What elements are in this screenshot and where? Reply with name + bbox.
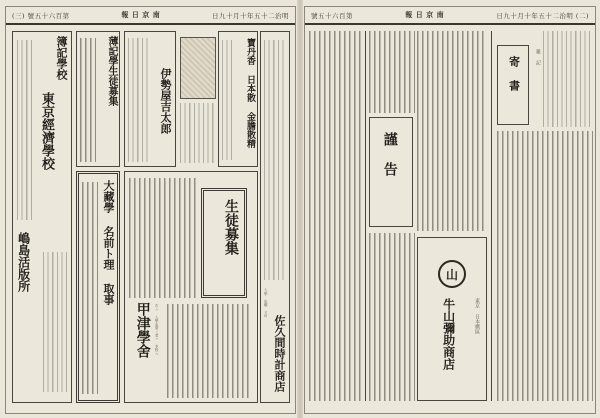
academy-ad-text [80,38,96,162]
column-title: 寄 書 [507,56,521,91]
medicine-ad [218,31,258,167]
column-rule-1 [365,31,366,401]
notice-title: 謹 告 [381,132,398,176]
notice-col1: 右ハ 入學志望ノ者ハ 本校ヘ [155,304,160,356]
article-block-6 [543,31,593,127]
center-fold [297,0,303,418]
notice-box [369,117,413,227]
column-rule-2 [491,31,492,401]
right-header-date: 日九十月十年五十二治明 (二) [496,11,589,20]
shop-crest-ad [417,237,487,401]
school-ad [12,31,72,403]
right-header-issue: 號五十六百第 [311,11,353,20]
dealer-name: 佐久間時計商店 [273,315,286,392]
recruitment-body-upper [129,178,197,298]
notice-col2: 入學 出願 ス可 [264,288,269,318]
recruitment-title-box [201,188,247,298]
shop-sub: 東京 日本橋區 [474,298,480,334]
dealer-ad [260,31,290,403]
korishuppan-title: 薄記學生徒募集 [106,36,117,106]
shop-ad-text [128,38,150,162]
school-ad-text [17,40,35,220]
shop-ad [124,31,176,167]
school-name: 東京經濟學校 [39,92,54,170]
left-page-header [6,7,295,25]
recruitment-body-lower [167,304,251,398]
shop-crest-name: 牛山彌助商店 [441,298,456,370]
shimadoru-text [43,252,67,392]
recruitment-title: 生徒募集 [223,199,239,255]
kouchu-name: 甲津學舍 [134,302,151,358]
article-block-5 [497,131,593,401]
shimadoru-name: 嶋島活版所 [16,232,31,292]
shop-crest-char: 山 [445,267,458,282]
article-block-4 [417,31,487,231]
article-block-3 [369,233,415,401]
left-header-date: 日九十月十年五十二治明 [211,11,289,20]
left-header-title: 報 日 京 南 [121,10,161,19]
article-block-1 [309,31,361,401]
column-heading-box [497,45,529,125]
medicine-ad-text [222,40,232,160]
kouhei-title: 大藏學 名前ト理 取事 [102,180,115,305]
medicine-name: 寶丹香 日本散 金膽散精 [245,38,255,148]
product-illustration [180,37,216,99]
kouhei-ad-text [82,182,98,394]
school-sub-title: 簿記學校 [55,36,68,80]
article-block-2 [369,31,415,113]
kouhei-ad [76,171,120,403]
recruitment-ad [124,171,258,403]
right-header-title: 報 日 京 南 [405,10,445,19]
academy-ad [76,31,120,167]
shop-name: 伊勢屋吉太郎 [159,68,172,134]
left-page [5,6,296,414]
shop-crest-icon [438,260,466,288]
right-page-header [305,7,595,25]
right-page [304,6,596,414]
dealer-ad-text [264,40,284,280]
medicine-ad-side-text [180,103,216,163]
left-header-issue: (三) 號五十六百第 [12,11,70,20]
column-sub: 雑 記 [535,49,541,65]
